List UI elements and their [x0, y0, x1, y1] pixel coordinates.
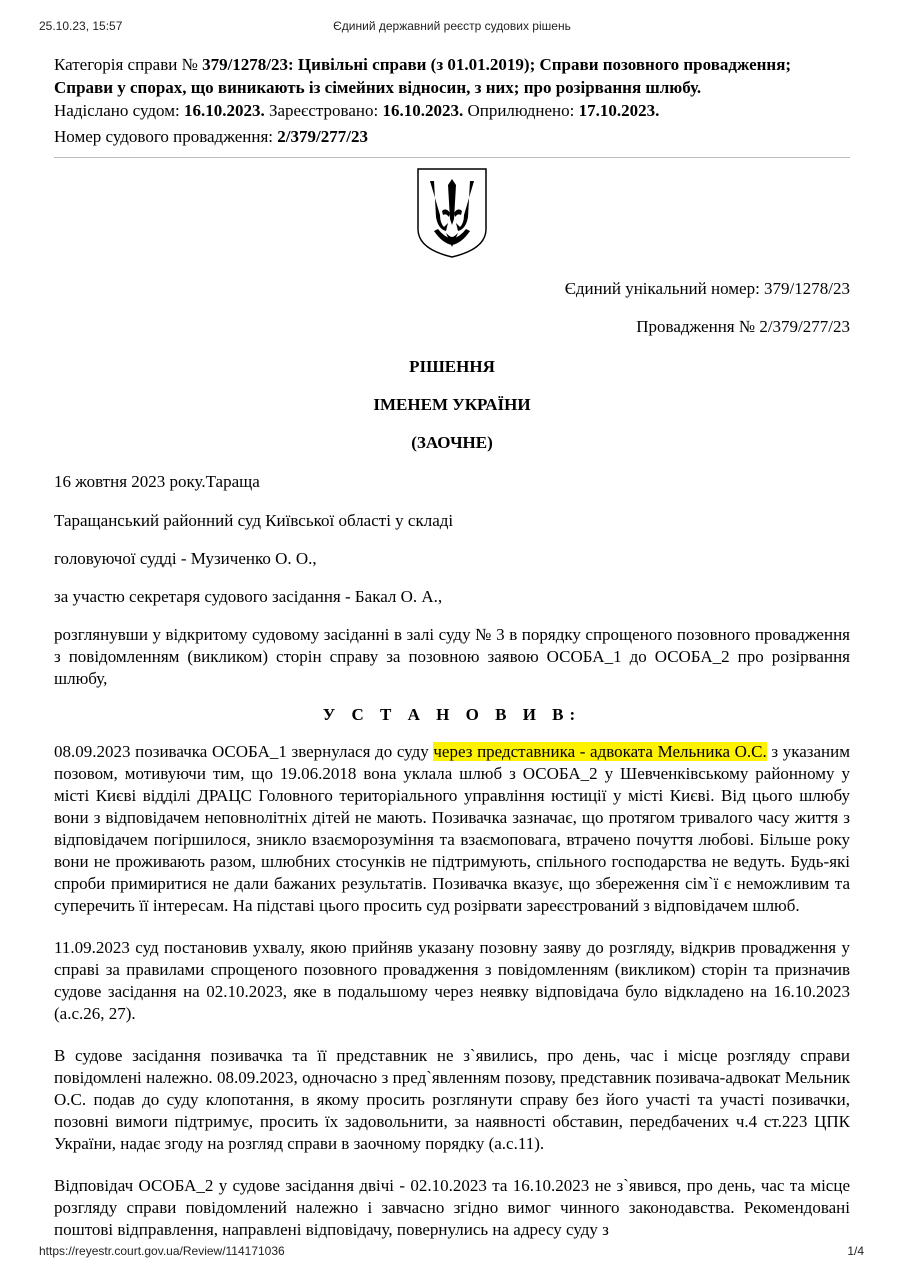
decision-body — [54, 275, 850, 1241]
print-title: Єдиний державний реєстр судових рішень — [333, 19, 571, 33]
decision-title: РІШЕННЯ — [409, 357, 495, 376]
print-datetime: 25.10.23, 15:57 — [39, 19, 123, 33]
category-value: 379/1278/23: Цивільні справи (з 01.01.2019); Справи позовного провадження; Справи у спорах, що виникають із сімейних відносин, з них; про розірвання шлюбу. — [54, 55, 792, 97]
print-header — [0, 19, 904, 37]
category-line — [54, 53, 850, 99]
registered-value: 16.10.2023. — [382, 101, 464, 120]
paragraph-plaintiff-absence: В судове засідання позивачка та її представник не з`явились, про день, час і місце розгляду справи повідомлені належно. 08.09.2023, одночасно з пред`явленням позову, представник позивача-адвокат Мельник О.С. подав до суду клопотання, в якому просить розглянути справу без його участі та участі позивачки, позовні вимоги підтримує, просить їх задовольнити, за наявності обставин, передбачених ч.4 ст.223 ЦПК України, надає згоду на розгляд справи в заочному порядку (а.с.11). — [54, 1046, 850, 1153]
decision-type: (ЗАОЧНЕ) — [411, 433, 493, 452]
dates-line — [54, 99, 850, 122]
court-name: Таращанський районний суд Київської області у складі — [54, 511, 454, 530]
paragraph-ruling: 11.09.2023 суд постановив ухвалу, якою прийняв указану позовну заяву до розгляду, відкрив провадження у справі за правилами спрощеного позовного провадження з повідомленням (викликом) сторін та призначив судове засідання на 02.10.2023, яке в подальшому через неявку відповідача було відкладено на 16.10.2023 (а.с.26, 27). — [54, 938, 850, 1023]
sent-value: 16.10.2023. — [183, 101, 265, 120]
claim-text-start: 08.09.2023 позивачка ОСОБА_1 звернулася до суду — [54, 742, 434, 761]
claim-text-end: з указаним позовом, мотивуючи тим, що 19.06.2018 вона уклала шлюб з ОСОБА_2 у Шевченківському районному у місті Києві відділі ДРАЦС Головного територіального управління юстиції у місті Києві. Від цього шлюбу вони з відповідачем неповнолітніх дітей не мають. Позивачка зазначає, що протягом тривалого часу життя з відповідачем погіршилося, зникло взаєморозуміння та взаємоповага, втрачено почуття любові. Більше року вони не проживають разом, шлюбних стосунків не підтримують, спільного господарства не ведуть. Будь-які спроби примиритися не дали бажаних результатів. Позивачка вказує, що збереження сім`ї є неможливим та суперечить її інтересам. На підставі цього просить суд розірвати зареєстрований з відповідачем шлюб. — [54, 742, 851, 915]
tryzub-coat-of-arms-icon — [416, 167, 488, 259]
case-meta — [54, 53, 850, 148]
presiding-judge: головуючої судді - Музиченко О. О., — [54, 549, 317, 568]
proceeding-line — [54, 125, 850, 148]
date-place: 16 жовтня 2023 року.Тараща — [54, 472, 260, 491]
page-number: 1/4 — [847, 1244, 864, 1258]
published-value: 17.10.2023. — [578, 101, 660, 120]
published-label: Оприлюднено: — [463, 101, 579, 120]
considered-paragraph: розглянувши у відкритому судовому засіданні в залі суду № 3 в порядку спрощеного позовного провадження з повідомленням (викликом) сторін справу за позовною заявою ОСОБА_1 до ОСОБА_2 про розірвання шлюбу, — [54, 625, 850, 688]
paragraph-defendant-absence: Відповідач ОСОБА_2 у судове засідання двічі - 02.10.2023 та 16.10.2023 не з`явився, про день, час та місце розгляду справи повідомлений належно і завчасно згідно вимог чинного законодавства. Рекомендовані поштові відправлення, направлені відповідачу, повернулись на адресу суду з — [54, 1176, 850, 1239]
court-secretary: за участю секретаря судового засідання - Бакал О. А., — [54, 587, 443, 606]
sent-label: Надіслано судом: — [54, 101, 184, 120]
unique-number: Єдиний унікальний номер: 379/1278/23 — [564, 279, 850, 298]
highlighted-representative: через представника - адвоката Мельника О.С. — [433, 742, 767, 761]
proceeding-number: Провадження № 2/379/277/23 — [636, 317, 850, 336]
registered-label: Зареєстровано: — [264, 101, 383, 120]
decision-subtitle: ІМЕНЕМ УКРАЇНИ — [373, 395, 531, 414]
established-heading: У С Т А Н О В И В: — [322, 705, 582, 724]
proceeding-value: 2/379/277/23 — [277, 127, 368, 146]
divider — [54, 157, 850, 158]
paragraph-claim — [54, 741, 850, 917]
proceeding-label: Номер судового провадження: — [54, 127, 278, 146]
category-label: Категорія справи № — [54, 55, 203, 74]
page-url: https://reyestr.court.gov.ua/Review/114171036 — [39, 1244, 285, 1258]
print-footer — [0, 1244, 904, 1262]
